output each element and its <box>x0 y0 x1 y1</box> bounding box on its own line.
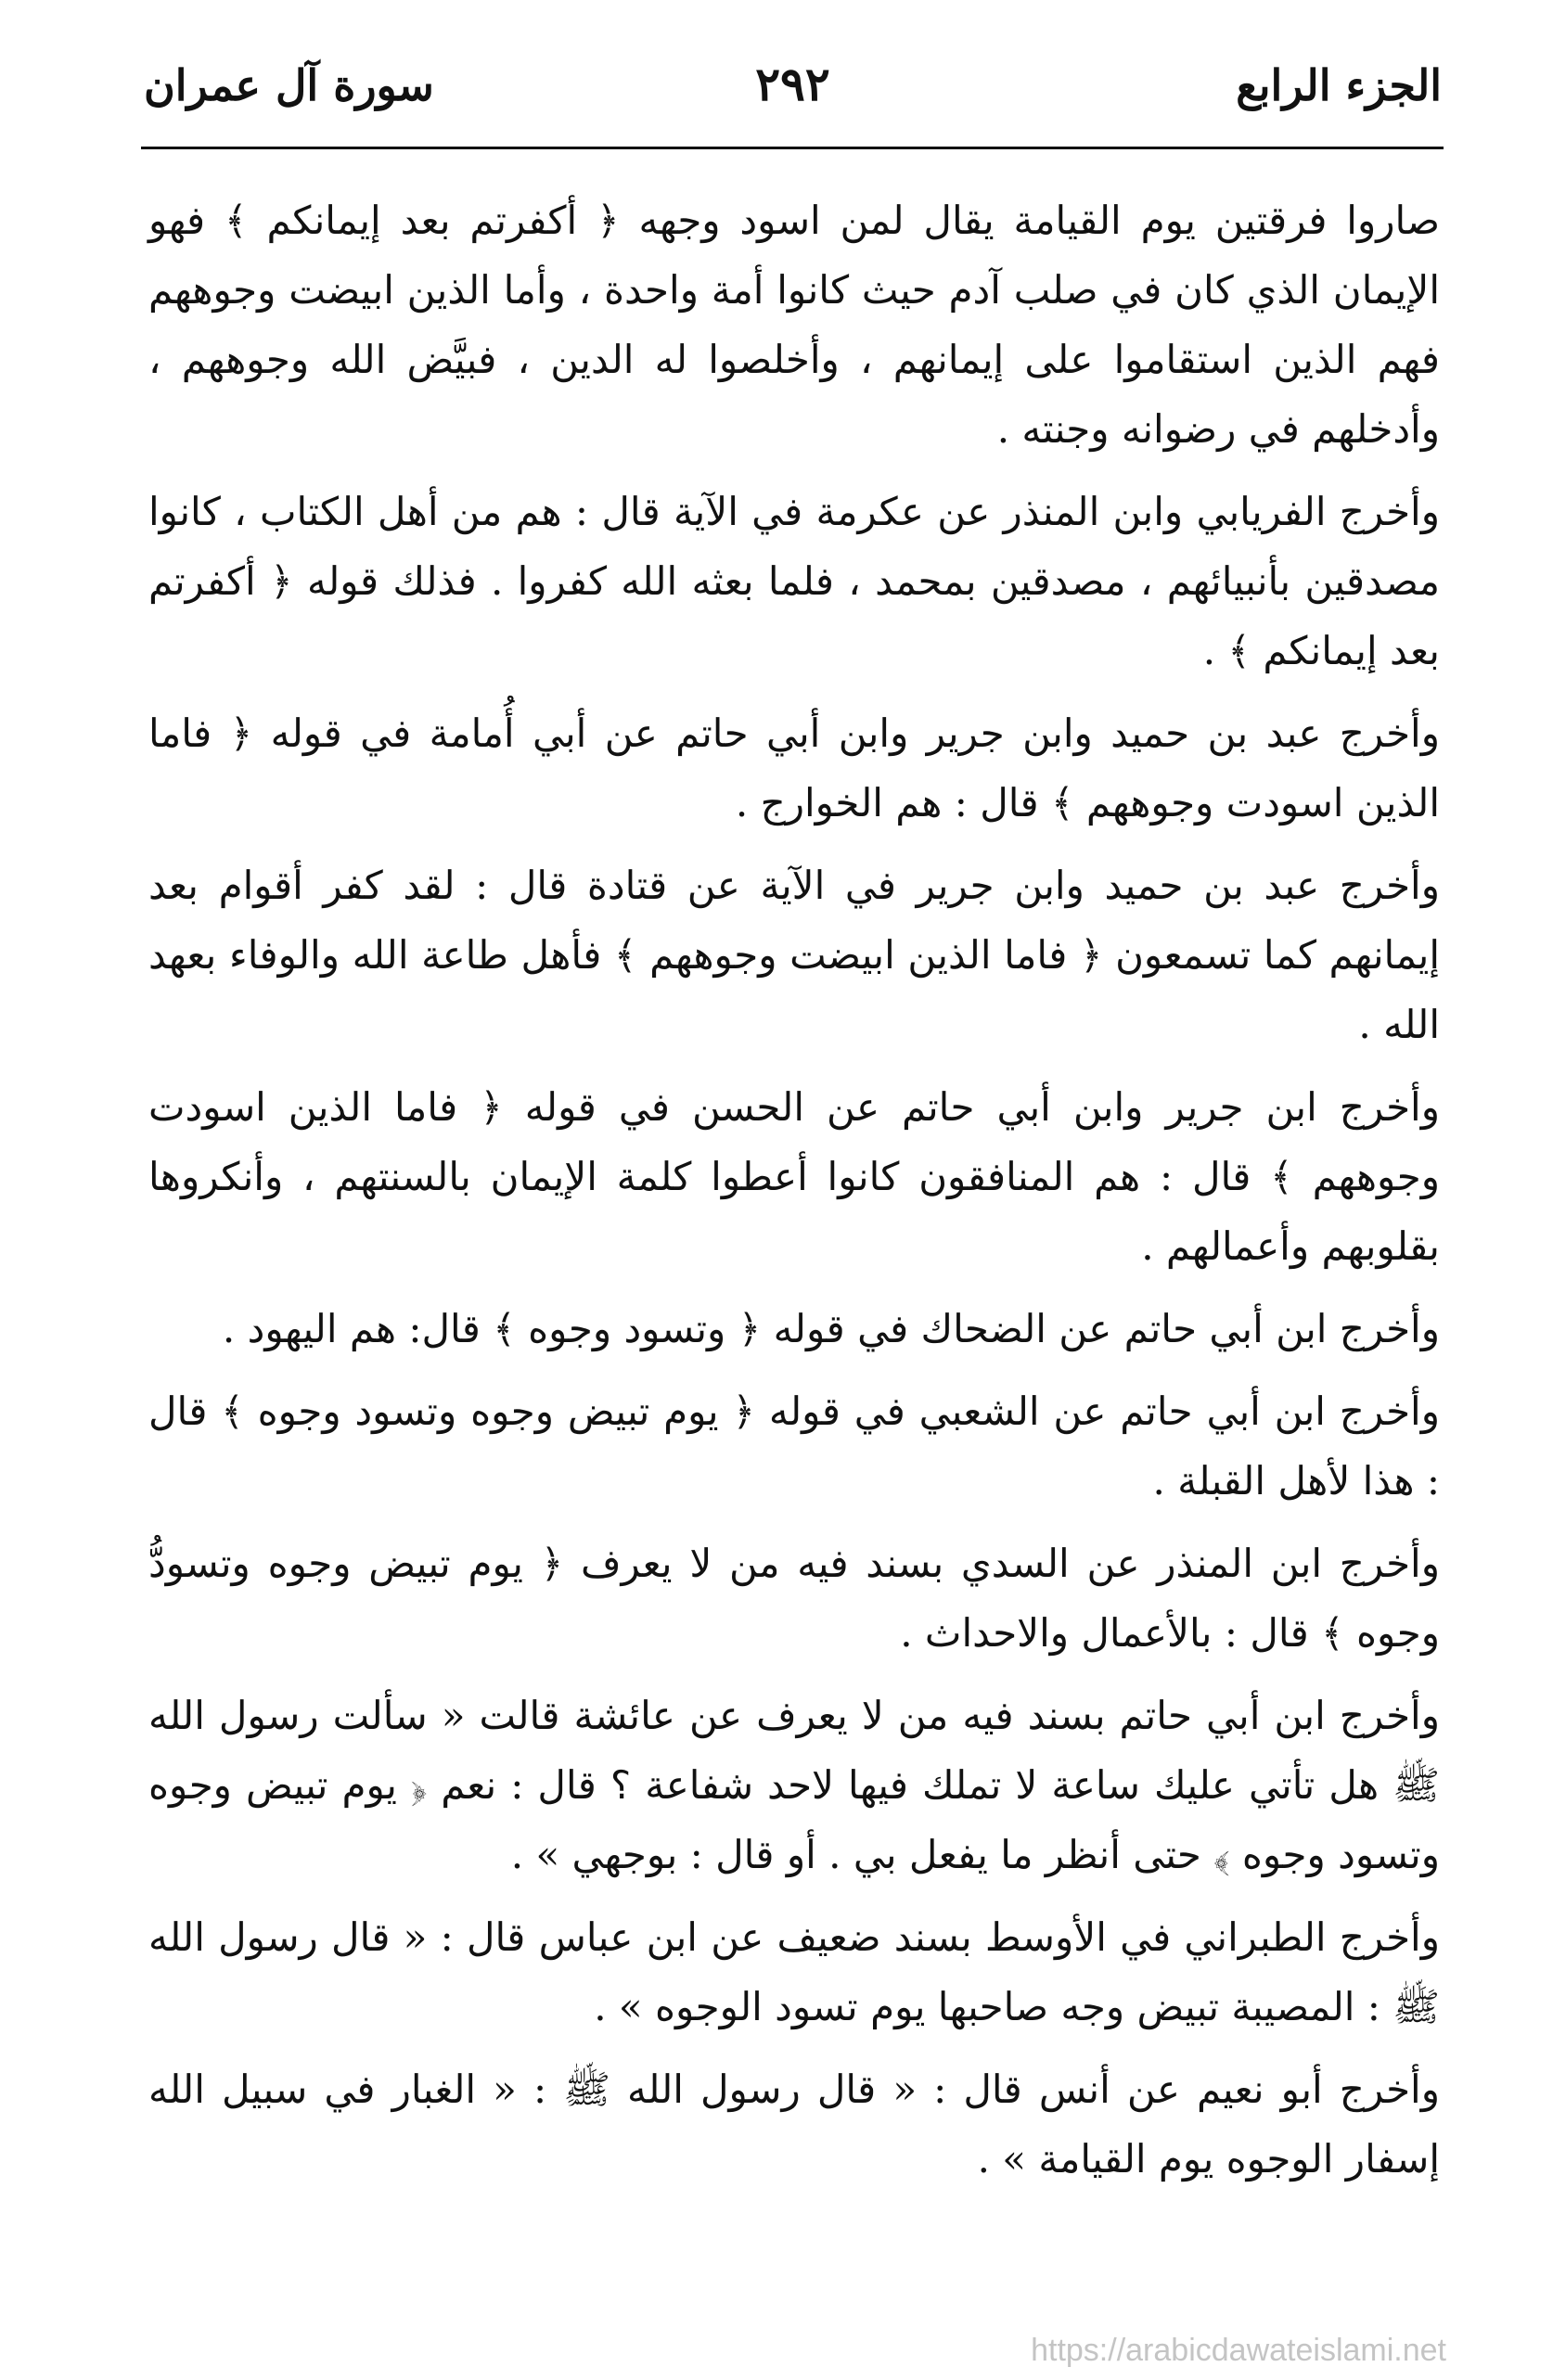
paragraph: وأخرج ابن أبي حاتم عن الضحاك في قوله ﴿ وتسود وجوه ﴾ قال: هم اليهود . <box>222 1306 1440 1351</box>
part-title: الجزء الرابع <box>1236 60 1442 110</box>
paragraph: وأخرج عبد بن حميد وابن جرير في الآية عن قتادة قال : لقد كفر أقوام بعد إيمانهم كما تسمعون ﴿ فاما الذين ابيضت وجوههم ﴾ فأهل طاعة الله والوفاء بعهد الله . <box>148 863 1440 1047</box>
paragraph: وأخرج أبو نعيم عن أنس قال : « قال رسول الله ﷺ : « الغبار في سبيل الله إسفار الوجوه يوم القيامة » . <box>148 2067 1440 2182</box>
body-text <box>148 186 1440 2194</box>
paragraph: وأخرج ابن أبي حاتم بسند فيه من لا يعرف عن عائشة قالت « سألت رسول الله ﷺ هل تأتي عليك ساعة لا تملك فيها لاحد شفاعة ؟ قال : نعم ﴿ يوم تبيض وجوه وتسود وجوه ﴾ حتى أنظر ما يفعل بي . أو قال : بوجهي » . <box>148 1693 1440 1877</box>
header-divider <box>141 147 1444 149</box>
paragraph: وأخرج الطبراني في الأوسط بسند ضعيف عن ابن عباس قال : « قال رسول الله ﷺ : المصيبة تبيض وجه صاحبها يوم تسود الوجوه » . <box>148 1914 1440 2029</box>
surah-title: سورة آل عمران <box>144 60 434 110</box>
paragraph: وأخرج ابن المنذر عن السدي بسند فيه من لا يعرف ﴿ يوم تبيض وجوه وتسودُّ وجوه ﴾ قال : بالأعمال والاحداث . <box>148 1541 1440 1656</box>
paragraph: صاروا فرقتين يوم القيامة يقال لمن اسود وجهه ﴿ أكفرتم بعد إيمانكم ﴾ فهو الإيمان الذي كان في صلب آدم حيث كانوا أمة واحدة ، وأما الذين ابيضت وجوههم فهم الذين استقاموا على إيمانهم ، وأخلصوا له الدين ، فبيَّض الله وجوههم ، وأدخلهم في رضوانه وجنته . <box>148 198 1440 452</box>
paragraph: وأخرج ابن جرير وابن أبي حاتم عن الحسن في قوله ﴿ فاما الذين اسودت وجوههم ﴾ قال : هم المنافقون كانوا أعطوا كلمة الإيمان بالسنتهم ، وأنكروها بقلوبهم وأعمالهم . <box>148 1084 1440 1269</box>
paragraph: وأخرج عبد بن حميد وابن جرير وابن أبي حاتم عن أبي أُمامة في قوله ﴿ فاما الذين اسودت وجوههم ﴾ قال : هم الخوارج . <box>148 710 1440 825</box>
page-number: ٢٩٢ <box>755 57 830 111</box>
page-header <box>144 51 1442 144</box>
watermark-url: https://arabicdawateislami.net <box>1031 2333 1446 2368</box>
paragraph: وأخرج الفريابي وابن المنذر عن عكرمة في الآية قال : هم من أهل الكتاب ، كانوا مصدقين بأنبيائهم ، مصدقين بمحمد ، فلما بعثه الله كفروا . فذلك قوله ﴿ أكفرتم بعد إيمانكم ﴾ . <box>148 489 1441 673</box>
paragraph: وأخرج ابن أبي حاتم عن الشعبي في قوله ﴿ يوم تبيض وجوه وتسود وجوه ﴾ قال : هذا لأهل القبلة . <box>148 1388 1440 1503</box>
